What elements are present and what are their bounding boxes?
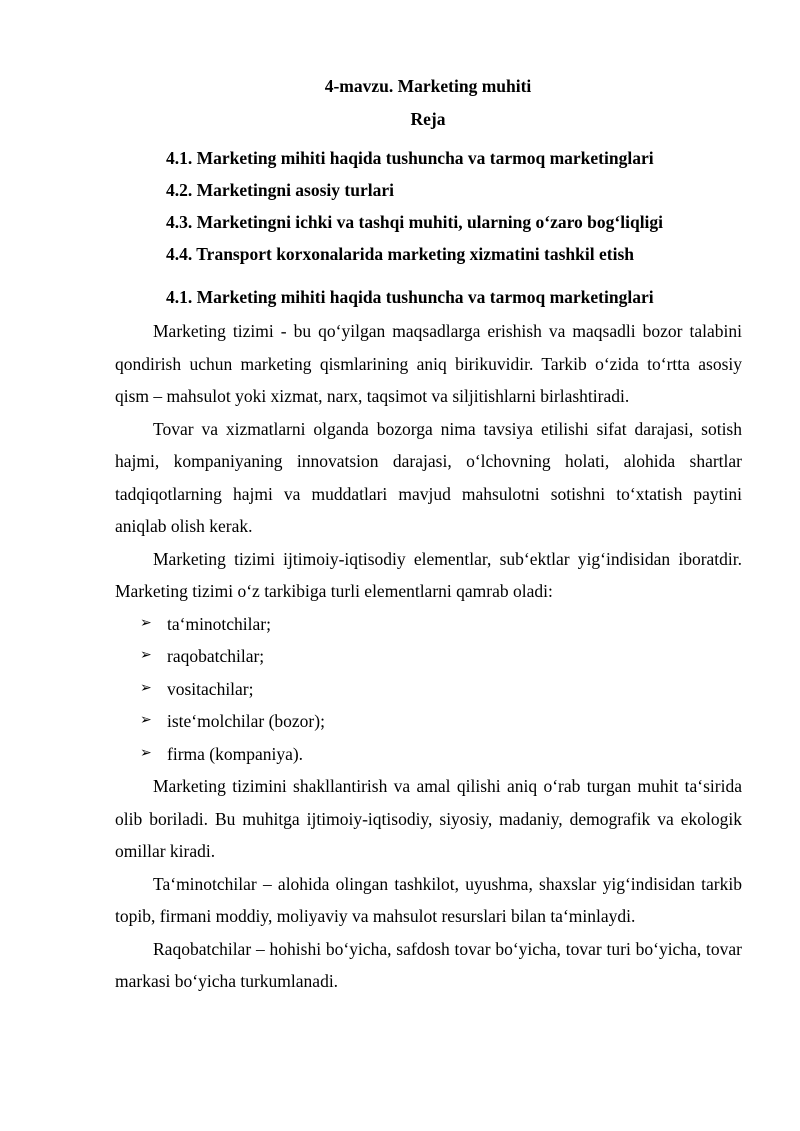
page-title: 4-mavzu. Marketing muhiti <box>324 76 532 96</box>
plan-item: 4.1. Marketing mihiti haqida tushuncha va tarmoq marketinglari <box>166 148 654 168</box>
plan-label: Reja <box>410 109 446 129</box>
list-item-text: vositachilar; <box>167 678 254 699</box>
list-item <box>115 738 742 771</box>
plan-item: 4.4. Transport korxonalarida marketing xizmatini tashkil etish <box>166 244 634 264</box>
list-item <box>115 608 742 641</box>
arrowhead-bullet-icon: ➢ <box>140 713 152 728</box>
list-item <box>115 640 742 673</box>
paragraph: Marketing tizimi ijtimoiy-iqtisodiy elementlar, sub‘ektlar yig‘indisidan iboratdir. Marketing tizimi o‘z tarkibiga turli elementlarni qamrab oladi: <box>115 548 742 601</box>
paragraph: Marketing tizimini shakllantirish va amal qilishi aniq o‘rab turgan muhit ta‘sirida olib boriladi. Bu muhitga ijtimoiy-iqtisodiy, siyosiy, madaniy, demografik va ekologik omillar kiradi. <box>115 776 742 861</box>
plan-item: 4.3. Marketingni ichki va tashqi muhiti, ularning o‘zaro bog‘liqligi <box>166 212 664 232</box>
arrowhead-bullet-icon: ➢ <box>140 648 152 663</box>
bullet-list <box>115 608 742 771</box>
arrowhead-bullet-icon: ➢ <box>140 680 152 696</box>
section-heading: 4.1. Marketing mihiti haqida tushuncha va tarmoq marketinglari <box>166 287 654 307</box>
paragraph: Marketing tizimi - bu qo‘yilgan maqsadlarga erishish va maqsadli bozor talabini qondirish uchun marketing qismlarining aniq birikuvidir. Tarkib o‘zida to‘rtta asosiy qism – mahsulot yoki xizmat, narx, taqsimot va siljitishlarni birlashtiradi. <box>115 321 742 406</box>
list-item-text: raqobatchilar; <box>167 646 265 666</box>
arrowhead-bullet-icon: ➢ <box>140 615 152 631</box>
list-item-text: firma (kompaniya). <box>167 743 304 764</box>
list-item-text: iste‘molchilar (bozor); <box>167 711 325 731</box>
paragraph: Ta‘minotchilar – alohida olingan tashkilot, uyushma, shaxslar yig‘indisidan tarkib topib, firmani moddiy, moliyaviy va mahsulot resurslari bilan ta‘minlaydi. <box>115 873 742 926</box>
paragraph: Tovar va xizmatlarni olganda bozorga nima tavsiya etilishi sifat darajasi, sotish hajmi, kompaniyaning innovatsion darajasi, o‘lchovning holati, alohida shartlar tadqiqotlarning hajmi va muddatlari mavjud mahsulotni sotishni to‘xtatish paytini aniqlab olish kerak. <box>115 418 742 536</box>
body-text <box>115 315 742 998</box>
paragraph: Raqobatchilar – hohishi bo‘yicha, safdosh tovar bo‘yicha, tovar turi bo‘yicha, tovar markasi bo‘yicha turkumlanadi. <box>115 938 742 991</box>
plan-list <box>166 142 663 270</box>
arrowhead-bullet-icon: ➢ <box>140 745 152 761</box>
list-item-text: ta‘minotchilar; <box>167 613 271 634</box>
list-item <box>115 705 742 738</box>
list-item <box>115 673 742 706</box>
plan-item: 4.2. Marketingni asosiy turlari <box>166 180 394 200</box>
